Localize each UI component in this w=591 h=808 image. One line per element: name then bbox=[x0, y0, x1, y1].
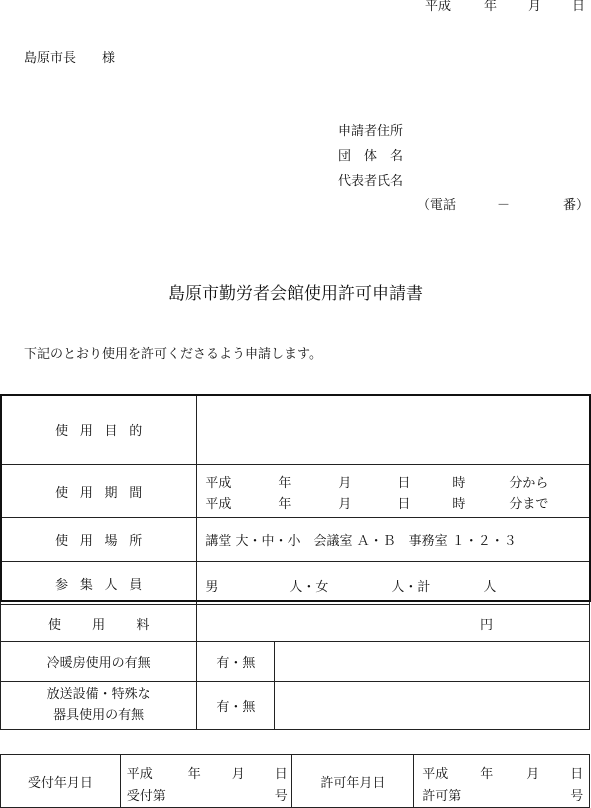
header-year: 年 bbox=[484, 0, 498, 14]
aircon-notes[interactable] bbox=[275, 642, 590, 682]
equipment-label-line1: 放送設備・特殊な bbox=[46, 687, 151, 703]
received-number-unit: 号 bbox=[274, 789, 288, 804]
office-row bbox=[1, 755, 590, 808]
permit-number-unit: 号 bbox=[570, 789, 584, 804]
permit-day: 日 bbox=[570, 767, 584, 782]
aircon-value[interactable]: 有・無 bbox=[197, 642, 275, 682]
intro-text: 下記のとおり使用を許可くださるよう申請します。 bbox=[24, 347, 322, 362]
permit-year: 年 bbox=[480, 767, 494, 782]
people-field[interactable] bbox=[197, 562, 590, 605]
purpose-field[interactable] bbox=[197, 395, 590, 465]
period-from-minute: 分から bbox=[509, 476, 549, 491]
period-from-era: 平成 bbox=[205, 476, 232, 491]
header-day: 日 bbox=[572, 0, 586, 14]
applicant-address-label: 申請者住所 bbox=[338, 124, 404, 139]
period-to-hour: 時 bbox=[452, 497, 466, 512]
place-label: 使用場所 bbox=[55, 534, 154, 549]
phone-dash: － bbox=[497, 198, 511, 213]
received-date-field[interactable] bbox=[120, 755, 292, 808]
permit-month: 月 bbox=[526, 767, 540, 782]
header-month: 月 bbox=[528, 0, 542, 14]
row-place bbox=[1, 518, 590, 562]
permit-era: 平成 bbox=[422, 767, 449, 782]
row-aircon bbox=[1, 642, 590, 682]
period-from-hour: 時 bbox=[452, 476, 466, 491]
equipment-label-cell bbox=[1, 682, 197, 730]
header-era: 平成 bbox=[425, 0, 452, 14]
people-total: 人・計 bbox=[391, 580, 431, 595]
people-label: 参集人員 bbox=[55, 577, 154, 593]
purpose-label-cell bbox=[1, 395, 197, 465]
place-field[interactable] bbox=[197, 518, 590, 562]
period-label-cell bbox=[1, 465, 197, 518]
place-label-cell bbox=[1, 518, 197, 562]
fee-unit: 円 bbox=[479, 617, 493, 633]
applicant-group-label: 団 体 名 bbox=[338, 149, 404, 164]
people-male: 男 bbox=[205, 580, 219, 595]
page-title: 島原市勤労者会館使用許可申請書 bbox=[168, 284, 423, 304]
applicant-rep-label: 代表者氏名 bbox=[338, 174, 404, 189]
received-era: 平成 bbox=[126, 767, 153, 782]
row-equipment bbox=[1, 682, 590, 730]
period-field[interactable] bbox=[197, 465, 590, 518]
purpose-label: 使用目的 bbox=[55, 424, 154, 439]
equipment-notes[interactable] bbox=[275, 682, 590, 730]
application-table bbox=[0, 394, 590, 730]
received-year: 年 bbox=[187, 767, 201, 782]
period-from-year: 年 bbox=[278, 476, 292, 491]
permit-date-label: 許可年月日 bbox=[292, 755, 414, 808]
fee-label: 使用料 bbox=[47, 617, 181, 633]
row-period bbox=[1, 465, 590, 518]
phone-close: 番） bbox=[563, 198, 590, 213]
period-from-month: 月 bbox=[338, 476, 352, 491]
aircon-label: 冷暖房使用の有無 bbox=[1, 642, 197, 682]
period-from-day: 日 bbox=[397, 476, 411, 491]
office-use-table bbox=[0, 754, 590, 808]
received-month: 月 bbox=[231, 767, 245, 782]
place-value: 講堂 大・中・小 会議室 Ａ・Ｂ 事務室 １・２・３ bbox=[205, 534, 517, 549]
period-to-month: 月 bbox=[338, 497, 352, 512]
equipment-label-line2: 器具使用の有無 bbox=[53, 707, 145, 723]
received-date-label: 受付年月日 bbox=[1, 755, 121, 808]
received-day: 日 bbox=[274, 767, 288, 782]
people-female: 人・女 bbox=[289, 580, 329, 595]
people-unit: 人 bbox=[483, 580, 497, 595]
fee-label-cell bbox=[1, 605, 197, 642]
row-people bbox=[1, 562, 590, 605]
period-label: 使用期間 bbox=[55, 485, 154, 501]
period-to-year: 年 bbox=[278, 497, 292, 512]
permit-date-field[interactable] bbox=[414, 755, 590, 808]
equipment-value[interactable]: 有・無 bbox=[197, 682, 275, 730]
received-number-label: 受付第 bbox=[126, 789, 166, 804]
people-label-cell bbox=[1, 562, 197, 605]
period-to-era: 平成 bbox=[205, 497, 232, 512]
addressee: 島原市長 様 bbox=[24, 51, 116, 66]
phone-open: （電話 bbox=[417, 198, 457, 213]
fee-field[interactable] bbox=[197, 605, 590, 642]
row-fee bbox=[1, 605, 590, 642]
row-purpose bbox=[1, 395, 590, 465]
permit-number-label: 許可第 bbox=[422, 789, 462, 804]
period-to-minute: 分まで bbox=[509, 497, 549, 512]
period-to-day: 日 bbox=[397, 497, 411, 512]
